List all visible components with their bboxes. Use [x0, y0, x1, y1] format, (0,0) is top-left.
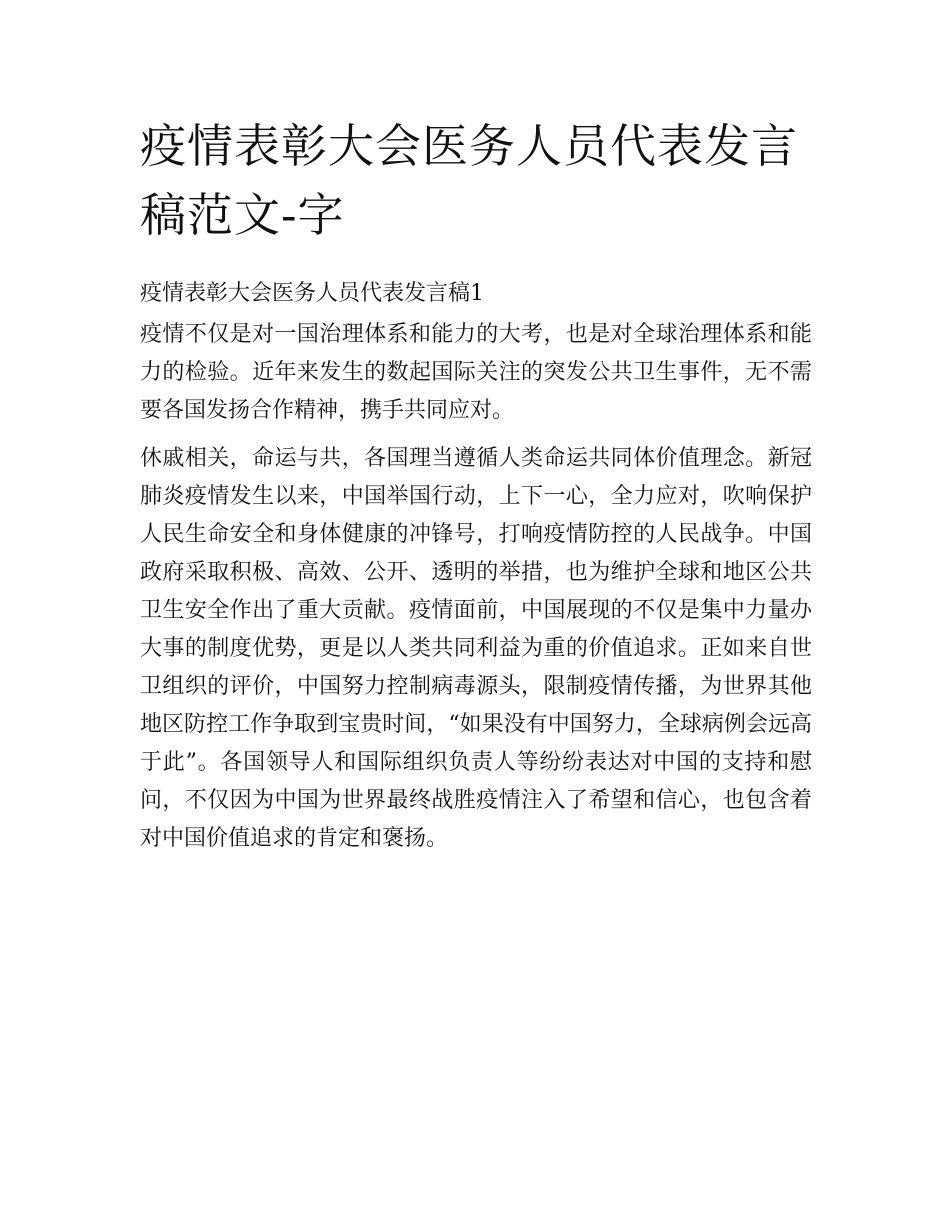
section-heading: 疫情表彰大会医务人员代表发言稿1 [140, 281, 484, 306]
paragraph-1: 疫情不仅是对一国治理体系和能力的大考，也是对全球治理体系和能力的检验。近年来发生的数起国际关注的突发公共卫生事件，无不需要各国发扬合作精神，携手共同应对。 [140, 322, 812, 423]
paragraph-2: 休戚相关，命运与共，各国理当遵循人类命运共同体价值理念。新冠肺炎疫情发生以来，中国举国行动，上下一心，全力应对，吹响保护人民生命安全和身体健康的冲锋号，打响疫情防控的人民战争。中国政府采取积极、高效、公开、透明的举措，也为维护全球和地区公共卫生安全作出了重大贡献。疫情面前，中国展现的不仅是集中力量办大事的制度优势，更是以人类共同利益为重的价值追求。正如来自世卫组织的评价，中国努力控制病毒源头，限制疫情传播，为世界其他地区防控工作争取到宝贵时间，“如果没有中国努力，全球病例会远高于此”。各国领导人和国际组织负责人等纷纷表达对中国的支持和慰问，不仅因为中国为世界最终战胜疫情注入了希望和信心，也包含着对中国价值追求的肯定和褒扬。 [140, 446, 812, 851]
document-title: 疫情表彰大会医务人员代表发言稿范文-字 [140, 119, 798, 242]
document-body [140, 112, 812, 858]
